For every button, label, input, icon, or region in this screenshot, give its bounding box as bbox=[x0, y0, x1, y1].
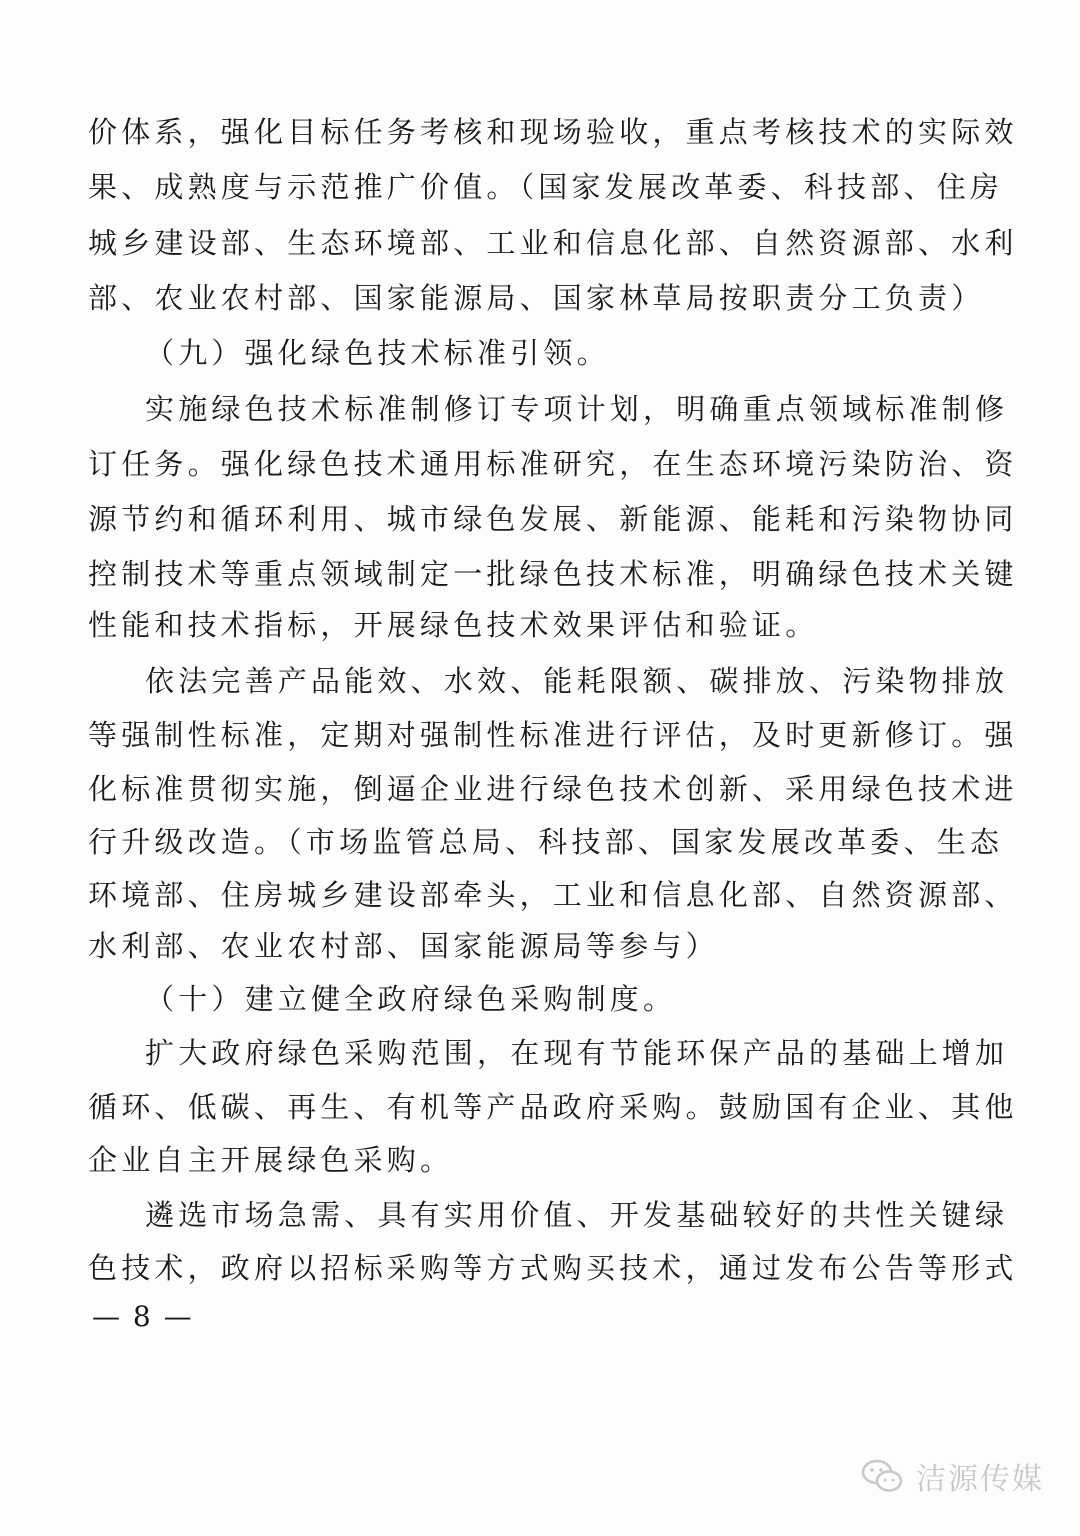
text-line: 行升级改造。（市场监管总局、科技部、国家发展改革委、生态 bbox=[88, 825, 1004, 859]
text-line: 订任务。强化绿色技术通用标准研究，在生态环境污染防治、资 bbox=[88, 447, 1018, 481]
section-heading: （九）强化绿色技术标准引领。 bbox=[145, 336, 610, 370]
watermark bbox=[860, 1454, 1044, 1498]
text-line: 扩大政府绿色采购范围，在现有节能环保产品的基础上增加 bbox=[145, 1036, 1009, 1070]
wechat-icon bbox=[860, 1457, 904, 1495]
text-line: 环境部、住房城乡建设部牵头，工业和信息化部、自然资源部、 bbox=[88, 878, 1018, 912]
text-line: 价体系，强化目标任务考核和现场验收，重点考核技术的实际效 bbox=[88, 115, 1018, 149]
text-line: 城乡建设部、生态环境部、工业和信息化部、自然资源部、水利 bbox=[88, 226, 1018, 260]
text-line: 性能和技术指标，开展绿色技术效果评估和验证。 bbox=[88, 608, 819, 642]
text-line: 等强制性标准，定期对强制性标准进行评估，及时更新修订。强 bbox=[88, 718, 1018, 752]
text-line: 循环、低碳、再生、有机等产品政府采购。鼓励国有企业、其他 bbox=[88, 1090, 1018, 1124]
text-line: 源节约和循环利用、城市绿色发展、新能源、能耗和污染物协同 bbox=[88, 502, 1018, 536]
text-line: 依法完善产品能效、水效、能耗限额、碳排放、污染物排放 bbox=[145, 664, 1009, 698]
text-line: 部、农业农村部、国家能源局、国家林草局按职责分工负责） bbox=[88, 281, 985, 315]
text-line: 水利部、农业农村部、国家能源局等参与） bbox=[88, 929, 719, 963]
text-line: 色技术，政府以招标采购等方式购买技术，通过发布公告等形式 bbox=[88, 1251, 1018, 1285]
text-line: 实施绿色技术标准制修订专项计划，明确重点领域标准制修 bbox=[145, 392, 1009, 426]
text-line: 化标准贯彻实施，倒逼企业进行绿色技术创新、采用绿色技术进 bbox=[88, 772, 1018, 806]
page-number: — 8 — bbox=[92, 1300, 194, 1333]
text-line: 果、成熟度与示范推广价值。（国家发展改革委、科技部、住房 bbox=[88, 170, 1004, 204]
text-line: 企业自主开展绿色采购。 bbox=[88, 1143, 454, 1177]
watermark-text: 洁源传媒 bbox=[916, 1462, 1044, 1497]
section-heading: （十）建立健全政府绿色采购制度。 bbox=[145, 982, 677, 1016]
text-line: 控制技术等重点领域制定一批绿色技术标准，明确绿色技术关键 bbox=[88, 557, 1018, 591]
text-line: 遴选市场急需、具有实用价值、开发基础较好的共性关键绿 bbox=[145, 1198, 1009, 1232]
